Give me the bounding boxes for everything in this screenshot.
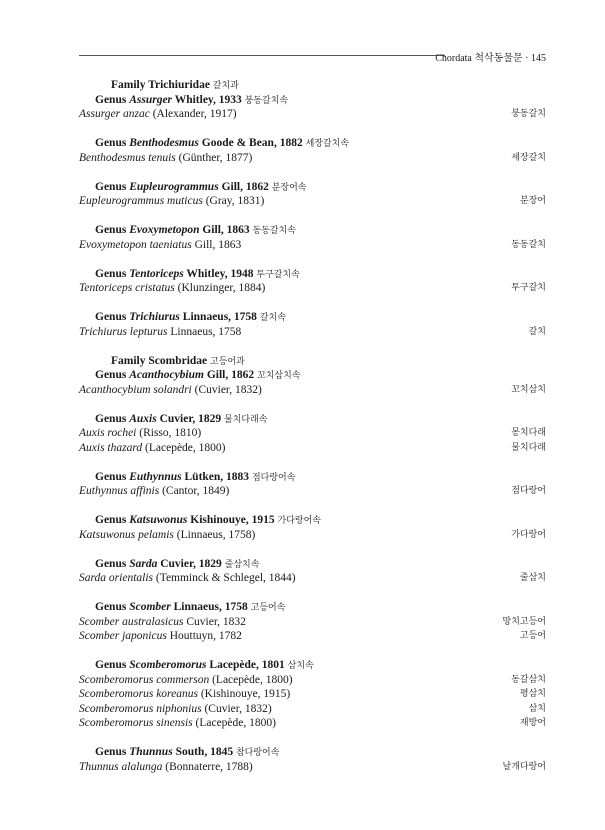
genus-heading: Genus Katsuwonus Kishinouye, 1915 가다랑어속 (95, 514, 321, 526)
spacer (79, 209, 546, 224)
species-korean-name: 물치다래 (511, 442, 546, 453)
genus-korean-name: 붕동갈치속 (244, 95, 289, 106)
genus-name: Eupleurogrammus (129, 180, 219, 193)
species-name: Euthynnus affinis (79, 485, 160, 497)
species-entry (79, 281, 265, 296)
genus-name: Benthodesmus (129, 137, 199, 149)
genus-author: Goode & Bean, 1882 (201, 137, 303, 149)
species-name: Evoxymetopon taeniatus (79, 238, 192, 251)
species-entry (79, 426, 201, 441)
spacer (79, 455, 546, 470)
species-author: (Lacepède, 1800) (145, 441, 226, 454)
genus-name: Sarda (129, 557, 158, 570)
spacer (79, 397, 546, 412)
species-entry (79, 673, 293, 688)
species-author: (Klunzinger, 1884) (177, 282, 266, 294)
genus-name: Scomber (129, 601, 171, 613)
species-name: Trichiurus lepturus (79, 325, 168, 338)
species-author: Cuvier, 1832 (186, 615, 246, 628)
species-korean-name: 세장갈치 (511, 152, 546, 163)
species-row (79, 615, 546, 630)
species-author: (Günther, 1877) (178, 151, 253, 164)
header-title: Chordata 척삭동물문 (435, 53, 523, 64)
species-row (79, 194, 546, 209)
taxonomy-list (79, 78, 546, 774)
genus-heading: Genus Trichiurus Linnaeus, 1758 갈치속 (95, 311, 286, 323)
genus-name: Scomberomorus (129, 659, 207, 671)
spacer (79, 644, 546, 659)
species-author: (Cantor, 1849) (162, 485, 230, 497)
genus-author: Gill, 1862 (206, 369, 255, 381)
running-header: Chordata 척삭동물문 · 145 (435, 53, 546, 64)
species-korean-name: 재방어 (519, 718, 546, 728)
genus-heading: Genus Tentoriceps Whitley, 1948 투구갈치속 (95, 267, 300, 280)
species-author: (Risso, 1810) (139, 427, 202, 439)
genus-author: Cuvier, 1829 (160, 557, 222, 570)
genus-heading: Genus Eupleurogrammus Gill, 1862 분장어속 (95, 180, 307, 193)
genus-heading: Genus Auxis Cuvier, 1829 물치다래속 (95, 412, 268, 425)
species-name: Eupleurogrammus muticus (79, 195, 203, 207)
species-row (79, 760, 546, 775)
family-korean-name: 갈치과 (212, 81, 239, 91)
species-name: Benthodesmus tenuis (79, 151, 176, 164)
genus-name: Evoxymetopon (129, 224, 200, 236)
species-entry (79, 716, 276, 731)
genus-korean-name: 참다랑어속 (235, 748, 280, 758)
genus-name: Auxis (129, 412, 157, 425)
genus-heading: Genus Scomber Linnaeus, 1758 고등어속 (95, 601, 286, 613)
species-author: (Cuvier, 1832) (204, 702, 272, 715)
species-korean-name: 몽치다래 (511, 428, 546, 438)
genus-korean-name: 분장어속 (271, 182, 307, 193)
genus-author: Linnaeus, 1758 (173, 601, 248, 613)
species-entry (79, 760, 253, 775)
genus-heading: Genus Sarda Cuvier, 1829 줄삼치속 (95, 557, 260, 570)
species-name: Scomberomorus niphonius (79, 702, 202, 715)
species-row (79, 325, 546, 340)
species-row (79, 716, 546, 731)
spacer (79, 122, 546, 137)
species-row (79, 441, 546, 456)
species-entry (79, 325, 241, 340)
species-name: Auxis rochei (79, 427, 137, 439)
species-author: (Linnaeus, 1758) (176, 528, 256, 541)
species-korean-name: 동갈삼치 (511, 674, 546, 685)
species-name: Katsuwonus pelamis (79, 528, 174, 541)
spacer (79, 499, 546, 514)
species-author: Houttuyn, 1782 (169, 630, 242, 642)
genus-name: Katsuwonus (129, 514, 188, 526)
species-row (79, 238, 546, 253)
species-row (79, 151, 546, 166)
species-row (79, 673, 546, 688)
species-name: Tentoriceps cristatus (79, 282, 175, 294)
species-name: Auxis thazard (79, 441, 143, 454)
genus-author: Lütken, 1883 (184, 470, 250, 483)
species-author: (Alexander, 1917) (152, 108, 237, 120)
family-heading (79, 78, 546, 93)
species-korean-name: 붕동갈치 (511, 109, 546, 119)
genus-korean-name: 삼치속 (287, 661, 314, 671)
genus-korean-name: 줄삼치속 (224, 559, 260, 570)
species-korean-name: 삼치 (528, 703, 546, 714)
species-entry (79, 484, 229, 499)
genus-korean-name: 투구갈치속 (256, 269, 300, 280)
spacer (79, 731, 546, 746)
species-author: (Cuvier, 1832) (194, 383, 262, 396)
species-entry (79, 571, 296, 586)
species-name: Thunnus alalunga (79, 760, 163, 773)
species-row (79, 528, 546, 543)
species-entry (79, 238, 241, 253)
species-row (79, 629, 546, 644)
species-row (79, 702, 546, 717)
genus-author: Kishinouye, 1915 (190, 514, 275, 526)
species-korean-name: 가다랑어 (511, 529, 546, 540)
family-name: Family Scombridae (111, 354, 208, 367)
species-korean-name: 동동갈치 (511, 239, 546, 250)
genus-korean-name: 세장갈치속 (305, 139, 350, 149)
genus-korean-name: 꼬치삼치속 (257, 371, 301, 381)
genus-heading: Genus Thunnus South, 1845 참다랑어속 (95, 746, 280, 758)
family-name: Family Trichiuridae (111, 79, 210, 91)
genus-heading: Genus Euthynnus Lütken, 1883 점다랑어속 (95, 470, 296, 483)
species-entry (79, 107, 237, 122)
spacer (79, 542, 546, 557)
genus-heading: Genus Assurger Whitley, 1933 붕동갈치속 (95, 93, 289, 106)
species-name: Assurger anzac (79, 108, 150, 120)
species-korean-name: 평삼치 (519, 689, 546, 699)
species-korean-name: 줄삼치 (519, 573, 546, 583)
species-korean-name: 꼬치삼치 (511, 384, 546, 395)
header-rule (79, 55, 445, 56)
species-name: Scomber japonicus (79, 630, 167, 642)
species-row (79, 383, 546, 398)
genus-korean-name: 가다랑어속 (277, 516, 321, 526)
genus-name: Trichiurus (129, 311, 180, 323)
genus-name: Assurger (129, 93, 173, 106)
genus-author: Lacepède, 1801 (209, 659, 285, 671)
species-entry (79, 194, 264, 209)
genus-heading: Genus Scomberomorus Lacepède, 1801 삼치속 (95, 659, 314, 671)
species-name: Scomberomorus sinensis (79, 717, 193, 729)
species-row (79, 571, 546, 586)
species-author: (Lacepède, 1800) (212, 673, 293, 686)
species-entry (79, 151, 252, 166)
genus-author: Whitley, 1933 (174, 93, 242, 106)
species-korean-name: 분장어 (519, 196, 546, 206)
spacer (79, 165, 546, 180)
species-entry (79, 441, 226, 456)
spacer (79, 296, 546, 311)
genus-name: Acanthocybium (129, 369, 204, 381)
genus-korean-name: 물치다래속 (224, 414, 268, 425)
species-row (79, 484, 546, 499)
spacer (79, 252, 546, 267)
species-korean-name: 날개다랑어 (502, 761, 546, 772)
species-row (79, 687, 546, 702)
species-row (79, 281, 546, 296)
species-entry (79, 687, 290, 702)
genus-heading: Genus Acanthocybium Gill, 1862 꼬치삼치속 (95, 369, 301, 381)
species-entry (79, 528, 255, 543)
species-author: Gill, 1863 (194, 238, 242, 251)
species-name: Sarda orientalis (79, 572, 154, 584)
species-entry (79, 629, 242, 644)
genus-author: Whitley, 1948 (186, 267, 254, 280)
genus-name: Tentoriceps (129, 267, 184, 280)
species-name: Scomberomorus commerson (79, 673, 210, 686)
species-entry (79, 702, 272, 717)
species-author: (Temminck & Schlegel, 1844) (155, 572, 296, 584)
family-heading (79, 354, 546, 369)
species-name: Scomber australasicus (79, 615, 184, 628)
species-author: (Lacepède, 1800) (195, 717, 276, 729)
species-row (79, 426, 546, 441)
genus-korean-name: 고등어속 (250, 603, 286, 613)
species-row (79, 107, 546, 122)
species-korean-name: 갈치 (528, 326, 546, 337)
species-korean-name: 점다랑어 (511, 486, 546, 496)
spacer (79, 339, 546, 354)
species-name: Acanthocybium solandri (79, 383, 192, 396)
genus-korean-name: 점다랑어속 (251, 472, 296, 483)
genus-heading: Genus Benthodesmus Goode & Bean, 1882 세장갈치속 (95, 137, 350, 149)
genus-heading: Genus Evoxymetopon Gill, 1863 동동갈치속 (95, 224, 296, 236)
species-author: (Kishinouye, 1915) (200, 688, 291, 700)
species-entry (79, 383, 262, 398)
species-name: Scomberomorus koreanus (79, 688, 198, 700)
genus-author: Gill, 1863 (202, 224, 250, 236)
family-korean-name: 고등어과 (210, 356, 245, 367)
genus-name: Thunnus (129, 746, 173, 758)
genus-author: Cuvier, 1829 (159, 412, 222, 425)
genus-korean-name: 갈치속 (259, 313, 286, 323)
species-entry (79, 615, 246, 630)
genus-korean-name: 동동갈치속 (252, 226, 296, 236)
page-number: 145 (531, 53, 546, 64)
spacer (79, 586, 546, 601)
genus-author: South, 1845 (175, 746, 234, 758)
genus-author: Linnaeus, 1758 (182, 311, 257, 323)
species-author: (Gray, 1831) (205, 195, 265, 207)
genus-author: Gill, 1862 (221, 180, 269, 193)
species-korean-name: 투구갈치 (511, 283, 546, 293)
species-author: (Bonnaterre, 1788) (165, 760, 253, 773)
species-korean-name: 고등어 (519, 631, 546, 641)
genus-name: Euthynnus (129, 470, 182, 483)
species-author: Linnaeus, 1758 (170, 325, 242, 338)
species-korean-name: 망치고등어 (502, 616, 546, 627)
